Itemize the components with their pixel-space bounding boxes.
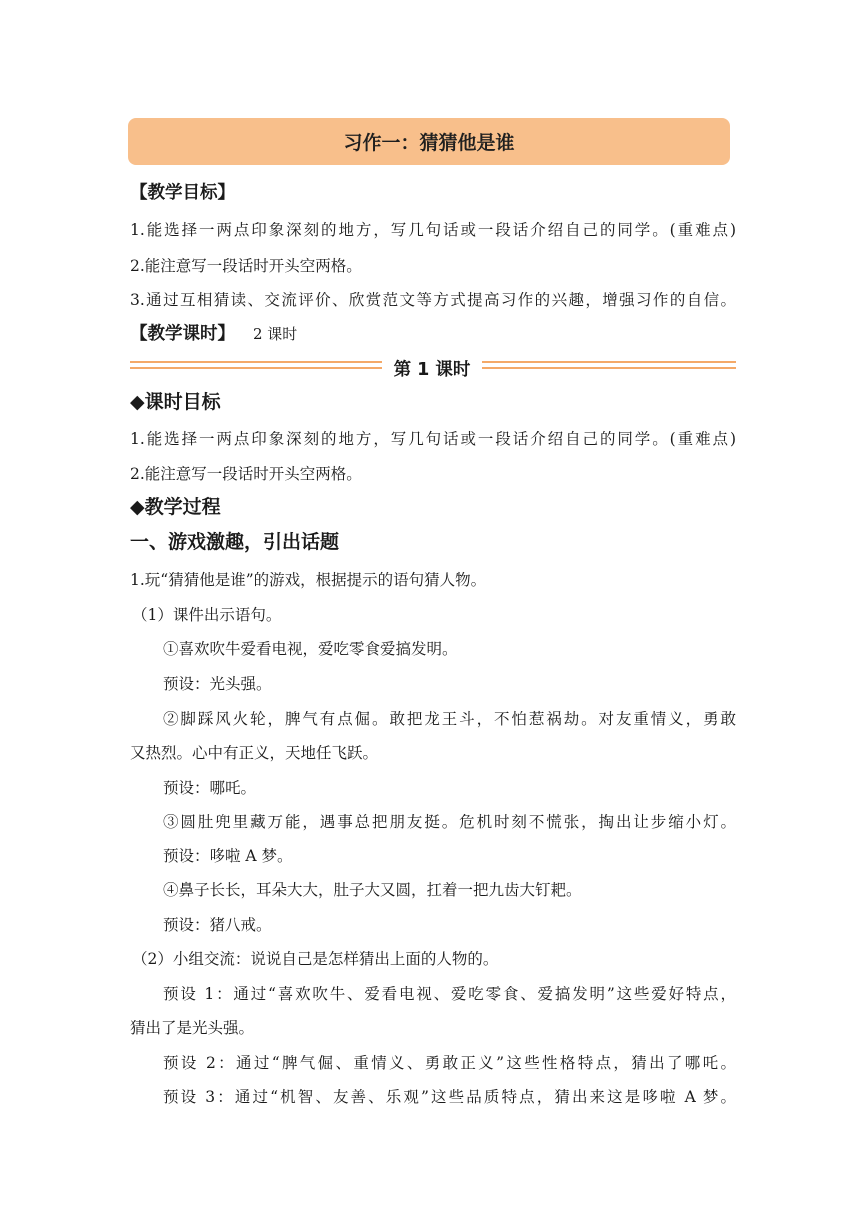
process-heading: ◆教学过程	[130, 496, 221, 518]
clue-2-line-2: 又热烈。心中有正义，天地任飞跃。	[130, 744, 379, 762]
answer-2: 预设：哪吒。	[163, 779, 257, 797]
answer-4: 预设：猪八戒。	[163, 916, 272, 934]
teaching-goals-heading: 【教学目标】	[130, 183, 235, 203]
step-1: 1.玩“猜猜他是谁”的游戏，根据提示的语句猜人物。	[130, 571, 487, 589]
page-title: 习作一：猜猜他是谁	[343, 132, 515, 154]
lesson-goal-2: 2.能注意写一段话时开头空两格。	[130, 465, 362, 483]
sub-step-1: （1）课件出示语句。	[132, 606, 282, 624]
teaching-goal-3: 3.通过互相猜读、交流评价、欣赏范文等方式提高习作的兴趣，增强习作的自信。	[130, 291, 736, 309]
answer-1: 预设：光头强。	[163, 675, 272, 693]
clue-1: ①喜欢吹牛爱看电视，爱吃零食爱搞发明。	[163, 640, 458, 658]
section-1-title: 一、游戏激趣，引出话题	[130, 531, 340, 553]
teaching-hours-heading: 【教学课时】	[130, 324, 235, 344]
lesson-goal-1: 1.能选择一两点印象深刻的地方，写几句话或一段话介绍自己的同学。(重难点)	[130, 430, 736, 448]
preset-1-line-2: 猜出了是光头强。	[130, 1019, 255, 1037]
answer-3: 预设：哆啦 A 梦。	[163, 847, 293, 865]
lesson-title: 第 1 课时	[387, 355, 477, 381]
clue-3: ③圆肚兜里藏万能，遇事总把朋友挺。危机时刻不慌张，掏出让步缩小灯。	[163, 813, 736, 831]
clue-2-line-1: ②脚踩风火轮，脾气有点倔。敢把龙王斗，不怕惹祸劫。对友重情义，勇敢	[163, 710, 736, 728]
title-banner	[128, 118, 730, 165]
teaching-goal-2: 2.能注意写一段话时开头空两格。	[130, 257, 362, 275]
preset-1-line-1: 预设 1：通过“喜欢吹牛、爱看电视、爱吃零食、爱搞发明”这些爱好特点，	[163, 985, 736, 1003]
lesson-goals-heading: ◆课时目标	[130, 391, 221, 413]
teaching-hours-value: 2 课时	[253, 325, 298, 343]
sub-step-2: （2）小组交流：说说自己是怎样猜出上面的人物的。	[132, 950, 499, 968]
teaching-goal-1: 1.能选择一两点印象深刻的地方，写几句话或一段话介绍自己的同学。(重难点)	[130, 221, 736, 239]
clue-4: ④鼻子长长，耳朵大大，肚子大又圆，扛着一把九齿大钉耙。	[163, 881, 582, 899]
teaching-hours-row	[130, 323, 297, 345]
preset-3: 预设 3：通过“机智、友善、乐观”这些品质特点，猜出来这是哆啦 A 梦。	[163, 1088, 736, 1106]
preset-2: 预设 2：通过“脾气倔、重情义、勇敢正义”这些性格特点，猜出了哪吒。	[163, 1054, 736, 1072]
